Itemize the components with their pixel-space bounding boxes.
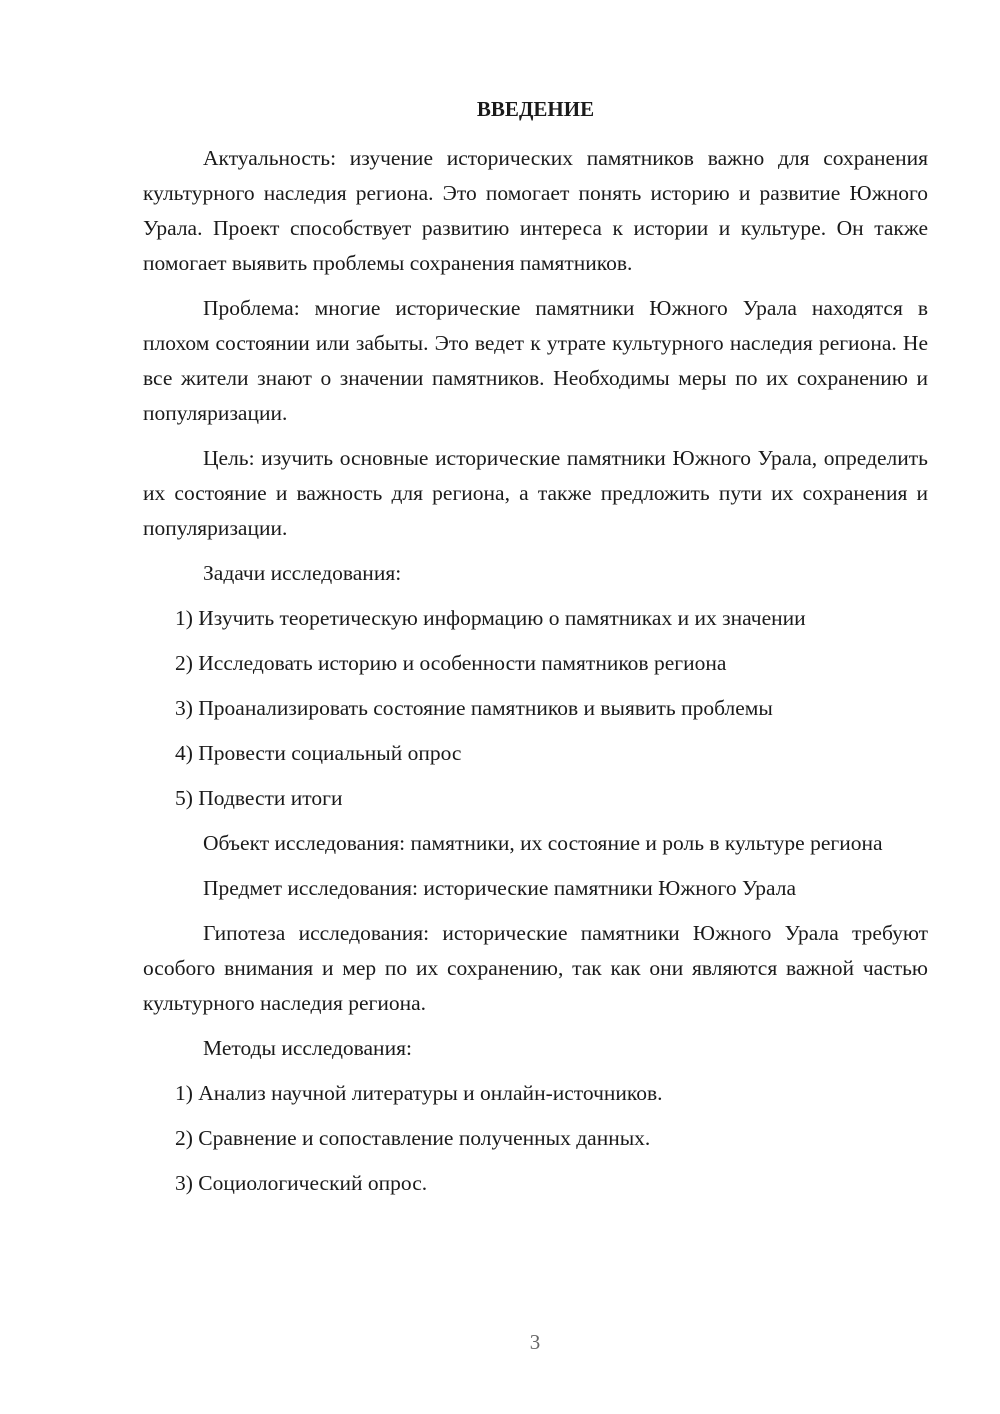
- list-item: 1) Анализ научной литературы и онлайн-источников.: [175, 1081, 663, 1105]
- relevance-paragraph: Актуальность: изучение исторических памятников важно для сохранения культурного наследия региона. Это помогает понять историю и развитие Южного Урала. Проект способствует развитию интереса к истории и культуре. Он также помогает выявить проблемы сохранения памятников.: [143, 146, 928, 275]
- tasks-heading: Задачи исследования:: [203, 561, 402, 585]
- list-item: 3) Социологический опрос.: [175, 1171, 428, 1195]
- hypothesis-paragraph: Гипотеза исследования: исторические памятники Южного Урала требуют особого внимания и мер по их сохранению, так как они являются важной частью культурного наследия региона.: [143, 921, 928, 1015]
- list-item: 1) Изучить теоретическую информацию о памятниках и их значении: [175, 606, 806, 630]
- problem-paragraph: Проблема: многие исторические памятники Южного Урала находятся в плохом состоянии или забыты. Это ведет к утрате культурного наследия региона. Не все жители знают о значении памятников. Необходимы меры по их сохранению и популяризации.: [143, 296, 928, 425]
- document-page: [143, 92, 928, 1211]
- methods-list: [143, 1076, 928, 1201]
- methods-heading: Методы исследования:: [203, 1036, 412, 1060]
- section-title: ВВЕДЕНИЕ: [476, 97, 595, 121]
- list-item: 3) Проанализировать состояние памятников и выявить проблемы: [175, 696, 773, 720]
- list-item: 2) Исследовать историю и особенности памятников региона: [175, 651, 727, 675]
- list-item: 4) Провести социальный опрос: [175, 741, 462, 765]
- list-item: 2) Сравнение и сопоставление полученных данных.: [175, 1126, 651, 1150]
- subject-paragraph: Предмет исследования: исторические памятники Южного Урала: [203, 876, 797, 900]
- list-item: 5) Подвести итоги: [175, 786, 343, 810]
- object-paragraph: Объект исследования: памятники, их состояние и роль в культуре региона: [203, 831, 883, 855]
- page-number: 3: [529, 1330, 541, 1354]
- tasks-list: [143, 601, 928, 816]
- goal-paragraph: Цель: изучить основные исторические памятники Южного Урала, определить их состояние и важность для региона, а также предложить пути их сохранения и популяризации.: [143, 446, 928, 540]
